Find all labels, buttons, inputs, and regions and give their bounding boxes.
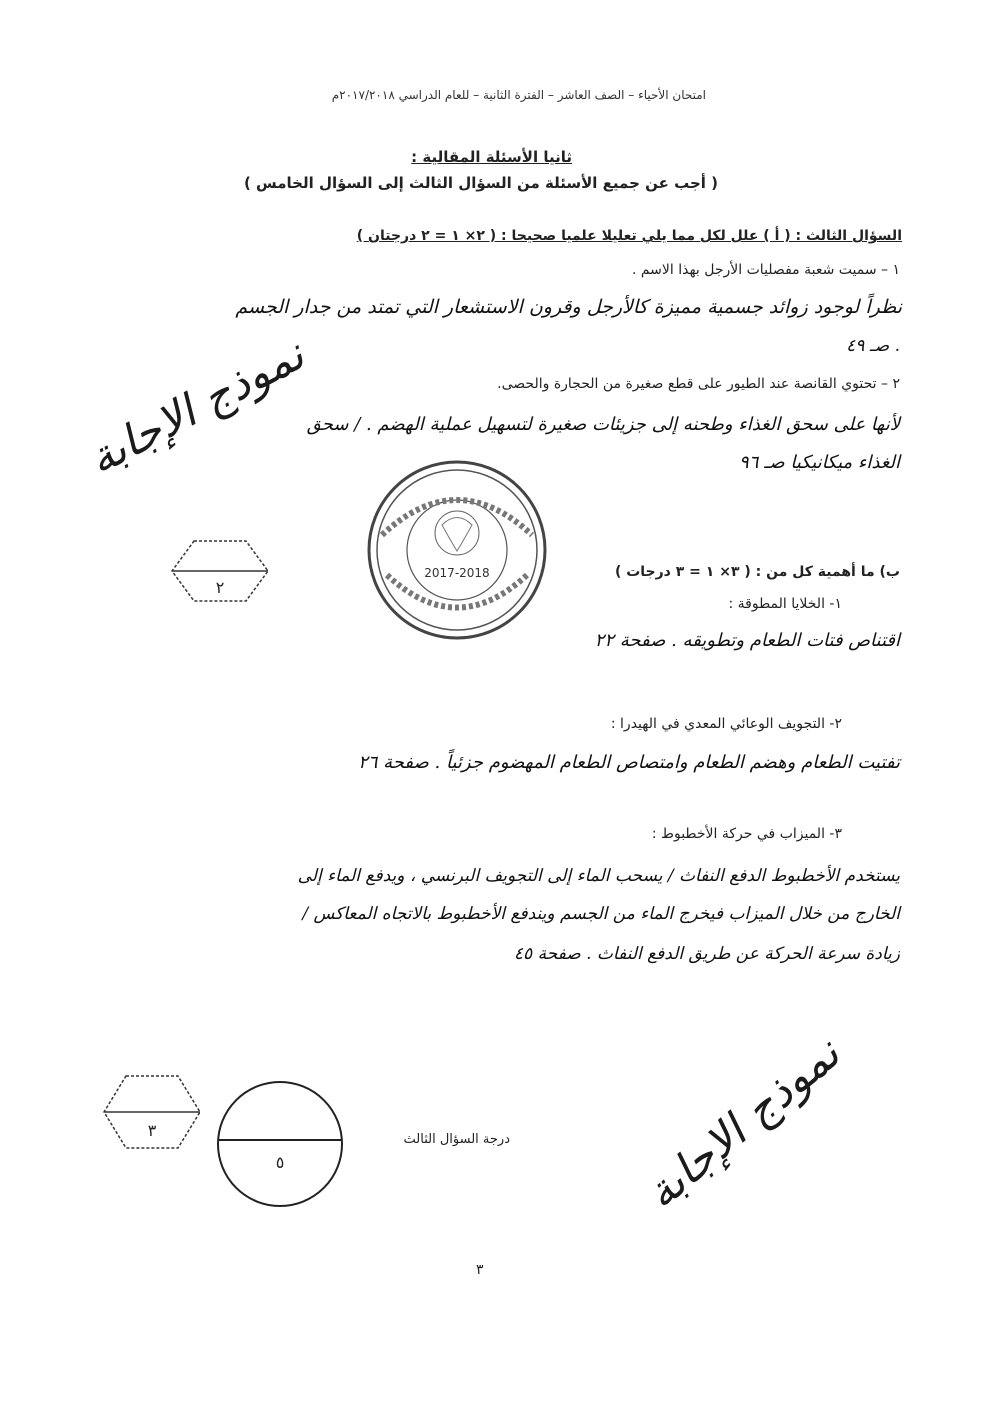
part-a-answer-1-line-2: . صـ ٤٩ [846, 336, 900, 356]
ministry-seal [362, 455, 552, 645]
part-b-item-3: ٣- الميزاب في حركة الأخطبوط : [651, 826, 842, 842]
part-b-answer-1: اقتناص فتات الطعام وتطويقه . صفحة ٢٢ [594, 630, 900, 651]
score-b-hexagon [100, 1072, 204, 1152]
score-a-value: ٢ [215, 578, 225, 597]
part-b-item-1: ١- الخلايا المطوقة : [728, 596, 842, 612]
exam-header: امتحان الأحياء – الصف العاشر – الفترة الثانية – للعام الدراسي ٢٠١٧/٢٠١٨م [331, 88, 706, 102]
part-a-item-1: ١ – سميت شعبة مفصليات الأرجل بهذا الاسم . [631, 262, 900, 278]
part-b-answer-3-line-1: يستخدم الأخطبوط الدفع النفاث / يسحب الماء إلى التجويف البرنسي ، ويدفع الماء إلى [297, 866, 900, 886]
score-b-value: ٣ [147, 1121, 157, 1140]
page-number: ٣ [476, 1262, 484, 1278]
part-a-item-2: ٢ – تحتوي القانصة عند الطيور على قطع صغيرة من الحجارة والحصى. [497, 376, 900, 392]
part-a-answer-2-line-2: الغذاء ميكانيكيا صـ ٩٦ [739, 452, 900, 473]
section-title: ثانيا الأسئلة المقالية : [411, 148, 572, 166]
part-b-item-2: ٢- التجويف الوعائي المعدي في الهيدرا : [610, 716, 842, 732]
part-b-answer-3-line-2: الخارج من خلال الميزاب فيخرج الماء من الجسم ويندفع الأخطبوط بالاتجاه المعاكس / [302, 904, 900, 924]
total-score-value: ٥ [275, 1153, 285, 1172]
seal-year: 2017-2018 [424, 566, 490, 580]
part-a-answer-2-line-1: لأنها على سحق الغذاء وطحنه إلى جزيئات صغيرة لتسهيل عملية الهضم . / سحق [306, 414, 900, 435]
answer-key-stamp-2: نموذج الإجابة [636, 1028, 850, 1220]
total-score-circle [214, 1078, 346, 1210]
part-b-answer-3-line-3: زيادة سرعة الحركة عن طريق الدفع النفاث . صفحة ٤٥ [513, 944, 900, 964]
score-a-hexagon [168, 537, 272, 605]
total-score-label: درجة السؤال الثالث [403, 1132, 510, 1147]
question-three-title: السؤال الثالث : ( أ ) علل لكل مما يلي تعليلا علميا صحيحا : ( ٢× ١ = ٢ درجتان ) [356, 228, 902, 244]
answer-key-stamp-1: نموذج الإجابة [80, 329, 313, 486]
part-b-answer-2: تفتيت الطعام وهضم الطعام وامتصاص الطعام المهضوم جزئياً . صفحة ٢٦ [358, 752, 900, 773]
section-instruction: ( أجب عن جميع الأسئلة من السؤال الثالث إلى السؤال الخامس ) [243, 174, 718, 192]
part-a-answer-1-line-1: نظراً لوجود زوائد جسمية مميزة كالأرجل وقرون الاستشعار التي تمتد من جدار الجسم [235, 296, 902, 318]
part-b-title: ب) ما أهمية كل من : ( ٣× ١ = ٣ درجات ) [614, 564, 900, 580]
